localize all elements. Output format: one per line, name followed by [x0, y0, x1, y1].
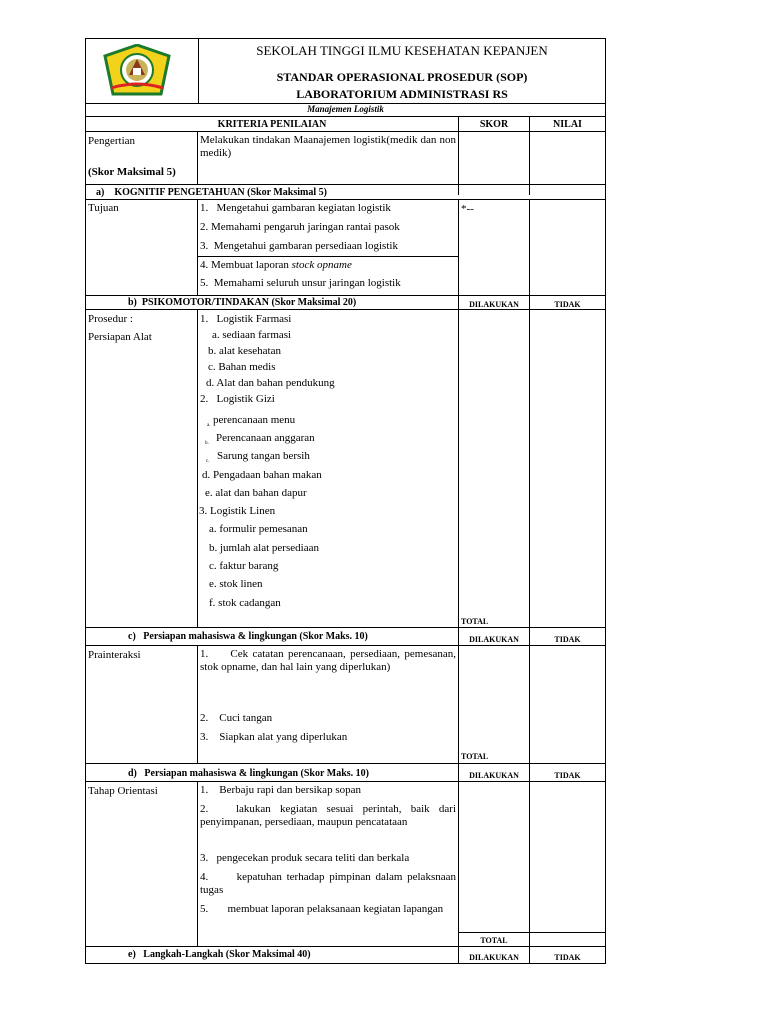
section-c-title: c) Persiapan mahasiswa & lingkungan (Skor Maks. 10) [128, 631, 368, 642]
tujuan-item-3: 3. Mengetahui gambaran persediaan logistik [200, 240, 398, 252]
linen-item-b: b. jumlah alat persediaan [209, 542, 319, 554]
pengertian-text: Melakukan tindakan Maanajemen logistik(medik dan non medik) [200, 134, 456, 159]
score-header: SKOR [479, 119, 509, 130]
linen-item-f: f. stok cadangan [209, 597, 281, 609]
section-b-total-label: TOTAL [461, 617, 489, 626]
criteria-header: KRITERIA PENILAIAN [217, 119, 327, 130]
gizi-item-a: perencanaan menu [213, 414, 296, 426]
section-c-total-label: TOTAL [461, 752, 489, 761]
prainteraksi-item-2: 2. Cuci tangan [200, 712, 273, 724]
section-d-done-header: DILAKUKAN [469, 771, 519, 780]
border-left [85, 38, 86, 964]
gizi-item-b: Perencanaan anggaran [216, 432, 315, 444]
persiapan-alat-label: Persiapan Alat [88, 331, 152, 343]
section-d-total-label: TOTAL [480, 936, 508, 945]
tujuan-label: Tujuan [88, 202, 119, 214]
institution-logo [103, 44, 171, 96]
gizi-mini-b: b. [205, 441, 209, 446]
prainteraksi-item-3: 3. Siapkan alat yang diperlukan [200, 731, 348, 743]
topic-title: Manajemen Logistik [307, 104, 384, 114]
gizi-heading: 2. Logistik Gizi [200, 393, 275, 405]
section-e-title: e) Langkah-Langkah (Skor Maksimal 40) [128, 949, 311, 960]
border-top [85, 38, 605, 39]
pengertian-max: (Skor Maksimal 5) [88, 166, 176, 178]
sop-title: STANDAR OPERASIONAL PROSEDUR (SOP) [276, 70, 528, 84]
institution-name: SEKOLAH TINGGI ILMU KESEHATAN KEPANJEN [256, 43, 548, 58]
gizi-mini-a: a. [207, 423, 211, 428]
prainteraksi-item-1: 1. Cek catatan perencanaan, persediaan, pemesanan, stok opname, dan hal lain yang diperlukan) [200, 648, 456, 673]
prosedur-label: Prosedur : [88, 313, 133, 325]
section-a-title: a) KOGNITIF PENGETAHUAN (Skor Maksimal 5) [96, 187, 327, 198]
section-c-done-header: DILAKUKAN [469, 635, 519, 644]
orientasi-item-5: 5. membuat laporan pelaksanaan kegiatan lapangan [200, 903, 444, 915]
section-b-not-header: TIDAK [554, 300, 581, 309]
farmasi-item-b: b. alat kesehatan [208, 345, 281, 357]
gizi-mini-c: c. [206, 459, 210, 464]
lab-title: LABORATORIUM ADMINISTRASI RS [296, 87, 508, 101]
tujuan-item-4: 4. Membuat laporan stock opname [200, 259, 352, 271]
linen-item-c: c. faktur barang [209, 560, 279, 572]
orientasi-label: Tahap Orientasi [88, 785, 158, 797]
section-d-not-header: TIDAK [554, 771, 581, 780]
farmasi-item-c: c. Bahan medis [208, 361, 276, 373]
linen-heading: 3. Logistik Linen [199, 505, 276, 517]
gizi-item-d: d. Pengadaan bahan makan [202, 469, 322, 481]
orientasi-item-1: 1. Berbaju rapi dan bersikap sopan [200, 784, 361, 796]
gizi-item-e: e. alat dan bahan dapur [205, 487, 307, 499]
pengertian-label: Pengertian [88, 135, 136, 147]
section-b-done-header: DILAKUKAN [469, 300, 519, 309]
farmasi-item-a: a. sediaan farmasi [212, 329, 292, 341]
orientasi-item-3: 3. pengecekan produk secara teliti dan berkala [200, 852, 410, 864]
linen-item-a: a. formulir pemesanan [209, 523, 308, 535]
tujuan-item-5: 5. Memahami seluruh unsur jaringan logistik [200, 277, 401, 289]
border-right [605, 38, 606, 964]
section-d-title: d) Persiapan mahasiswa & lingkungan (Skor Maks. 10) [128, 768, 369, 779]
farmasi-heading: 1. Logistik Farmasi [200, 313, 292, 325]
tujuan-item-1: 1. Mengetahui gambaran kegiatan logistik [200, 202, 391, 214]
farmasi-item-d: d. Alat dan bahan pendukung [206, 377, 335, 389]
section-e-done-header: DILAKUKAN [469, 953, 519, 962]
tujuan-score-mark: *-- [461, 203, 474, 215]
linen-item-e: e. stok linen [209, 578, 263, 590]
section-b-title: b) PSIKOMOTOR/TINDAKAN (Skor Maksimal 20) [128, 297, 357, 308]
gizi-item-c: Sarung tangan bersih [217, 450, 310, 462]
value-header: NILAI [553, 119, 582, 130]
orientasi-item-2: 2. lakukan kegiatan sesuai perintah, baik dari penyimpanan, persediaan, maupun pencatataan [200, 803, 456, 828]
orientasi-item-4: 4. kepatuhan terhadap pimpinan dalam pelaksnaan tugas [200, 871, 456, 896]
section-e-not-header: TIDAK [554, 953, 581, 962]
prainteraksi-label: Prainteraksi [88, 649, 141, 661]
tujuan-item-2: 2. Memahami pengaruh jaringan rantai pasok [200, 221, 400, 233]
section-c-not-header: TIDAK [554, 635, 581, 644]
